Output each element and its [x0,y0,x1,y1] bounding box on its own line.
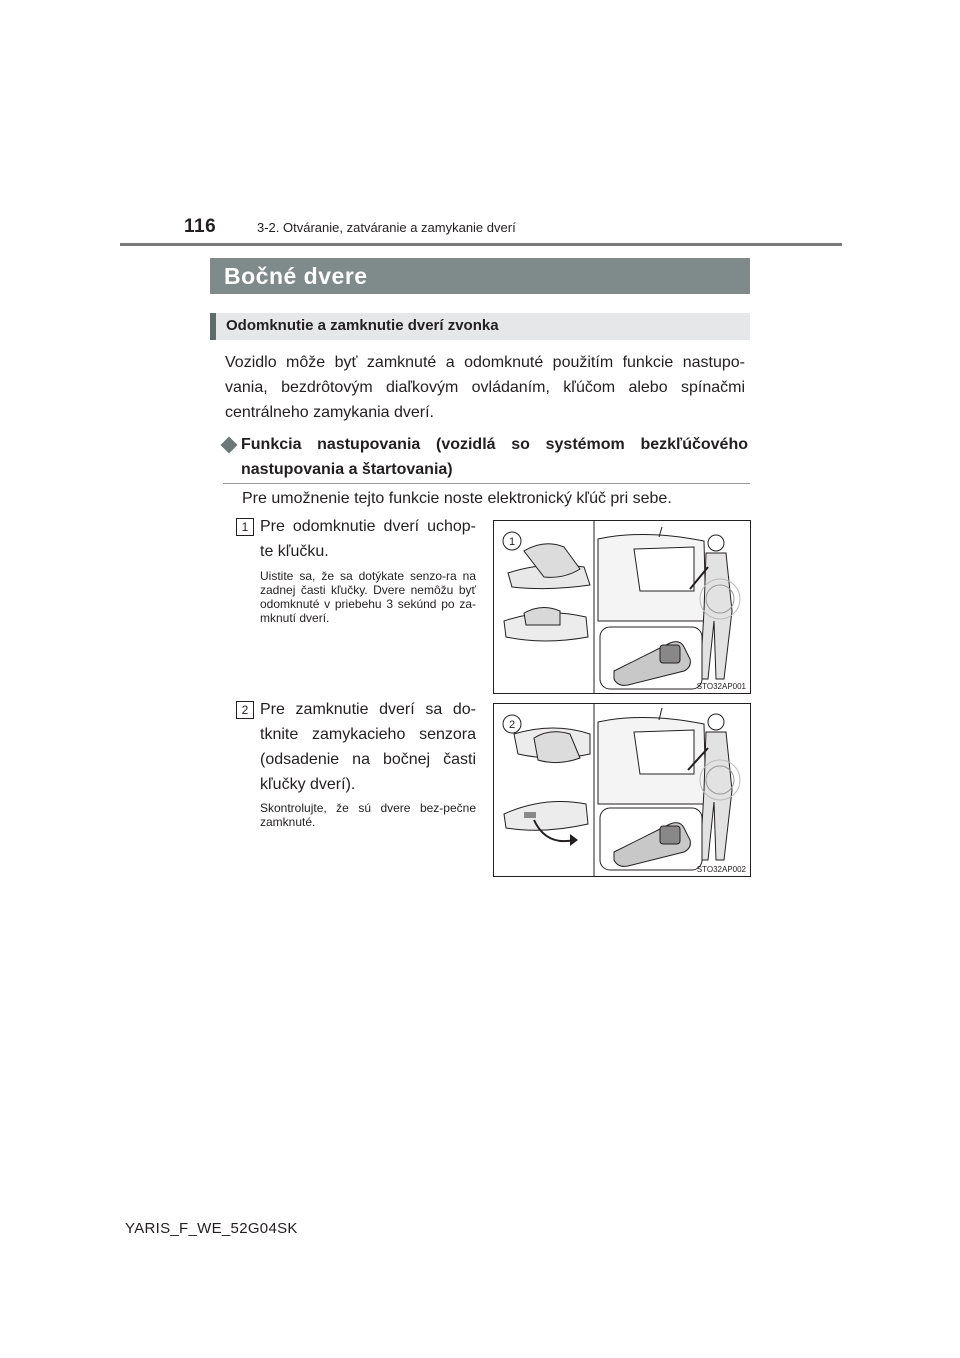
step-number-badge: 2 [236,701,254,719]
footer-code: YARIS_F_WE_52G04SK [125,1220,298,1237]
step-1-note: Uistite sa, že sa dotýkate senzo-ra na zadnej časti kľučky. Dvere nemôžu byť odomknuté v priebehu 3 sekúnd po za-mknutí dverí. [260,569,476,625]
page-number: 116 [184,216,217,237]
unlock-illustration-icon [494,521,750,693]
subheading-banner [210,313,750,340]
subheading-accent-bar [210,313,216,340]
step-2-text: Pre zamknutie dverí sa do-tknite zamykacieho senzora (odsadenie na bočnej časti kľučky dverí). [260,701,476,793]
feature-heading [223,432,748,482]
breadcrumb: 3-2. Otváranie, zatváranie a zamykanie dverí [257,220,516,235]
subheading: Odomknutie a zamknutie dverí zvonka [226,317,499,334]
step-2-note: Skontrolujte, že sú dvere bez-pečne zamknuté. [260,801,476,829]
figure-1-label: 1 [508,536,516,548]
figure-2-label: 2 [508,719,516,731]
figure-lock-illustration [493,703,751,877]
feature-heading-text: Funkcia nastupovania (vozidlá so systémom bezkľúčového nastupovania a štartovania) [241,436,748,478]
step-number-badge: 1 [236,518,254,536]
section-title: Bočné dvere [224,263,368,289]
lock-illustration-icon [494,704,750,876]
figure-unlock-illustration [493,520,751,694]
feature-lead: Pre umožnenie tejto funkcie noste elektronický kľúč pri sebe. [242,490,672,507]
figure-2-code: STO32AP002 [696,865,746,874]
header-divider [120,243,842,246]
feature-divider [223,483,750,484]
section-title-banner [210,258,750,294]
figure-1-code: STO32AP001 [696,682,746,691]
intro-paragraph: Vozidlo môže byť zamknuté a odomknuté použitím funkcie nastupo-vania, bezdrôtovým diaľkovým ovládaním, kľúčom alebo spínačmi centrálneho zamykania dverí. [225,354,745,421]
step-1-text: Pre odomknutie dverí uchop-te kľučku. [260,518,476,560]
